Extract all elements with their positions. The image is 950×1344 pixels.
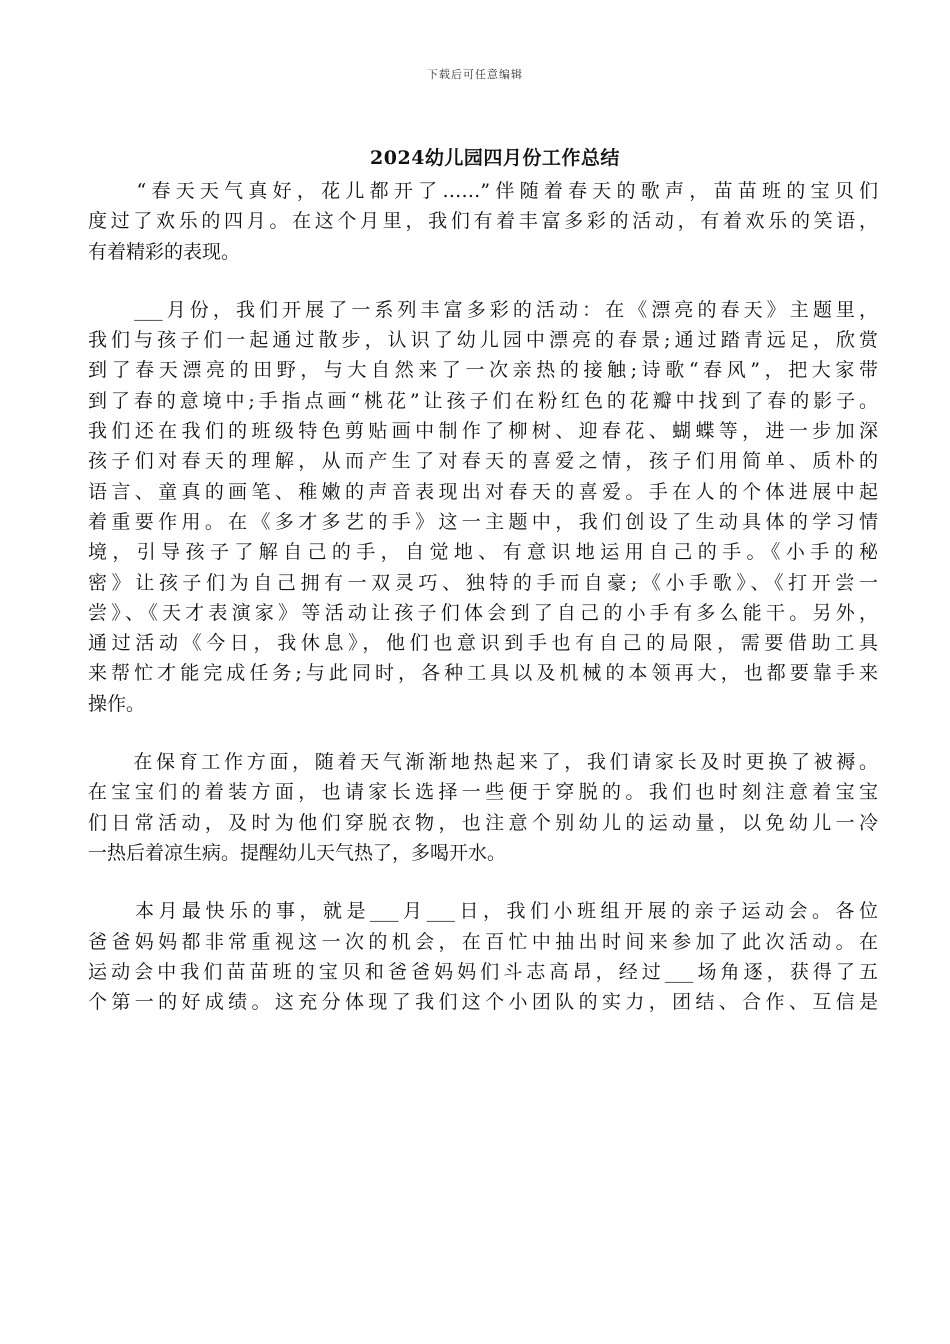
text-line: 在宝宝们的着装方面，也请家长选择一些便于穿脱的。我们也时刻注意着宝宝	[88, 781, 878, 804]
text-line: 有着精彩的表现。	[88, 240, 241, 263]
text-line: 一热后着凉生病。提醒幼儿天气热了，多喝开水。	[88, 841, 507, 864]
text-line: 尝》、《天才表演家》等活动让孩子们体会到了自己的小手有多么能干。另外，	[88, 601, 878, 624]
text-line: 境，引导孩子了解自己的手，自觉地、有意识地运用自己的手。《小手的秘	[88, 541, 878, 564]
text-line: 语言、童真的画笔、稚嫩的声音表现出对春天的喜爱。手在人的个体进展中起	[88, 480, 878, 503]
text-line: ___月份，我们开展了一系列丰富多彩的活动：在《漂亮的春天》主题里，	[88, 298, 878, 321]
text-line: 着重要作用。在《多才多艺的手》这一主题中，我们创设了生动具体的学习情	[88, 510, 878, 533]
text-line: 我们还在我们的班级特色剪贴画中制作了柳树、迎春花、蝴蝶等，进一步加深	[88, 420, 878, 443]
text-line: 运动会中我们苗苗班的宝贝和爸爸妈妈们斗志高昂，经过___场角逐，获得了五	[88, 960, 878, 983]
text-line: 孩子们对春天的理解，从而产生了对春天的喜爱之情，孩子们用简单、质朴的	[88, 450, 878, 473]
text-line: 通过活动《今日，我休息》，他们也意识到手也有自己的局限，需要借助工具	[88, 632, 878, 655]
paragraph-intro	[88, 176, 878, 267]
paragraph-activities	[88, 295, 878, 719]
text-line: 到了春天漂亮的田野，与大自然来了一次亲热的接触;诗歌“春风”，把大家带	[88, 359, 878, 382]
text-line: 密》让孩子们为自己拥有一双灵巧、独特的手而自豪;《小手歌》、《打开尝一	[88, 571, 878, 594]
paragraph-care	[88, 747, 878, 868]
text-line: 到了春的意境中;手指点画“桃花”让孩子们在粉红色的花瓣中找到了春的影子。	[88, 389, 878, 412]
paragraph-sports-meet	[88, 896, 878, 1017]
text-line: 爸爸妈妈都非常重视这一次的机会，在百忙中抽出时间来参加了此次活动。在	[88, 930, 878, 953]
text-line: 个第一的好成绩。这充分体现了我们这个小团队的实力，团结、合作、互信是	[88, 991, 878, 1014]
document-title: 2024幼儿园四月份工作总结	[370, 147, 620, 169]
text-line: 度过了欢乐的四月。在这个月里，我们有着丰富多彩的活动，有着欢乐的笑语，	[88, 210, 878, 233]
document-body	[88, 176, 878, 1045]
text-line: 操作。	[88, 692, 146, 715]
text-line: 们日常活动，及时为他们穿脱衣物，也注意个别幼儿的运动量，以免幼儿一冷	[88, 811, 878, 834]
text-line: 在保育工作方面，随着天气渐渐地热起来了，我们请家长及时更换了被褥。	[88, 751, 878, 774]
text-line: 本月最快乐的事，就是___月___日，我们小班组开展的亲子运动会。各位	[88, 900, 878, 923]
header-note: 下载后可任意编辑	[427, 68, 523, 81]
text-line: “春天天气真好，花儿都开了……”伴随着春天的歌声，苗苗班的宝贝们	[88, 180, 878, 202]
text-line: 来帮忙才能完成任务;与此同时，各种工具以及机械的本领再大，也都要靠手来	[88, 662, 878, 685]
text-line: 我们与孩子们一起通过散步，认识了幼儿园中漂亮的春景;通过踏青远足，欣赏	[88, 329, 878, 352]
